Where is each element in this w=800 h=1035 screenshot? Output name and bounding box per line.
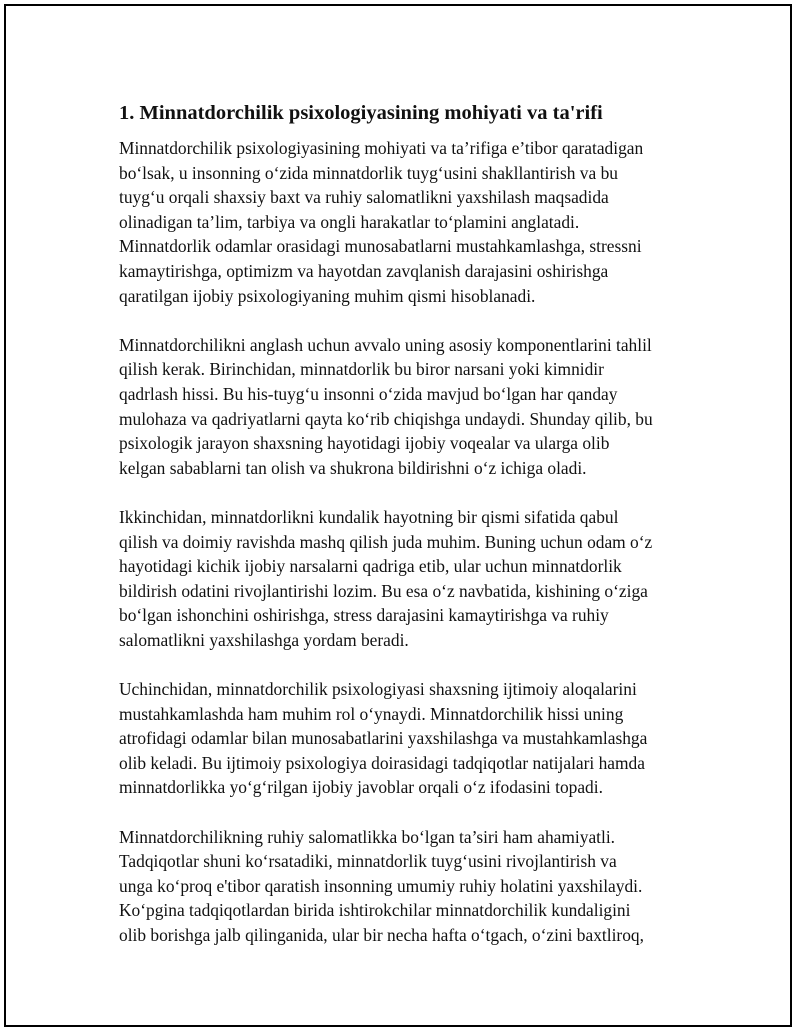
paragraph-5 <box>119 825 701 948</box>
text-line: bo‘lgan ishonchini oshirishga, stress darajasini kamaytirishga va ruhiy <box>119 605 609 626</box>
text-line: bo‘lsak, u insonning o‘zida minnatdorlik tuyg‘usini shakllantirish va bu <box>119 162 618 183</box>
text-line: Minnatdorlik odamlar orasidagi munosabatlarni mustahkamlashga, stressni <box>119 236 642 257</box>
text-line: Ikkinchidan, minnatdorlikni kundalik hayotning bir qismi sifatida qabul <box>119 506 619 527</box>
document-body <box>119 100 701 972</box>
text-line: Minnatdorchilikni anglash uchun avvalo uning asosiy komponentlarini tahlil <box>119 334 652 355</box>
text-line: qilish kerak. Birinchidan, minnatdorlik bu biror narsani yoki kimnidir <box>119 359 604 380</box>
text-line: olib borishga jalb qilinganida, ular bir necha hafta o‘tgach, o‘zini baxtliroq, <box>119 925 644 945</box>
text-line: bildirish odatini rivojlantirishi lozim. Bu esa o‘z navbatida, kishining o‘ziga <box>119 580 648 601</box>
text-line: unga ko‘proq e'tibor qaratish insonning umumiy ruhiy holatini yaxshilaydi. <box>119 875 643 896</box>
text-line: Minnatdorchilikning ruhiy salomatlikka bo‘lgan ta’siri ham ahamiyatli. <box>119 826 616 847</box>
paragraph-4 <box>119 677 701 800</box>
text-line: psixologik jarayon shaxsning hayotidagi ijobiy voqealar va ularga olib <box>119 433 610 454</box>
text-line: kamaytirishga, optimizm va hayotdan zavqlanish darajasini oshirishga <box>119 260 609 281</box>
text-line: Tadqiqotlar shuni ko‘rsatadiki, minnatdorlik tuyg‘usini rivojlantirish va <box>119 851 617 872</box>
text-line: minnatdorlikka yo‘g‘rilgan ijobiy javoblar orqali o‘z ifodasini topadi. <box>119 777 603 798</box>
paragraph-3 <box>119 505 701 653</box>
text-line: qadrlash hissi. Bu his-tuyg‘u insonni o‘zida mavjud bo‘lgan har qanday <box>119 383 618 404</box>
paragraph-2 <box>119 333 701 481</box>
text-line: salomatlikni yaxshilashga yordam beradi. <box>119 629 409 650</box>
page-frame <box>4 4 792 1027</box>
section-heading: 1. Minnatdorchilik psixologiyasining mohiyati va ta'rifi <box>119 102 603 124</box>
text-line: qaratilgan ijobiy psixologiyaning muhim qismi hisoblanadi. <box>119 285 536 306</box>
text-line: tuyg‘u orqali shaxsiy baxt va ruhiy salomatlikni yaxshilash maqsadida <box>119 187 609 208</box>
text-line: hayotidagi kichik ijobiy narsalarni qadriga etib, ular uchun minnatdorlik <box>119 556 622 577</box>
text-line: Minnatdorchilik psixologiyasining mohiyati va ta’rifiga e’tibor qaratadigan <box>119 138 644 158</box>
text-line: kelgan sabablarni tan olish va shukrona bildirishni o‘z ichiga oladi. <box>119 457 587 478</box>
text-line: mulohaza va qadriyatlarni qayta ko‘rib chiqishga undaydi. Shunday qilib, bu <box>119 408 653 429</box>
text-line: olib keladi. Bu ijtimoiy psixologiya doirasidagi tadqiqotlar natijalari hamda <box>119 752 645 773</box>
text-line: Uchinchidan, minnatdorchilik psixologiyasi shaxsning ijtimoiy aloqalarini <box>119 679 637 700</box>
paragraph-1 <box>119 136 701 308</box>
text-line: Ko‘pgina tadqiqotlardan birida ishtirokchilar minnatdorchilik kundaligini <box>119 900 631 921</box>
text-line: atrofidagi odamlar bilan munosabatlarini yaxshilashga va mustahkamlashga <box>119 728 648 749</box>
text-line: mustahkamlashda ham muhim rol o‘ynaydi. Minnatdorchilik hissi uning <box>119 703 624 724</box>
text-line: qilish va doimiy ravishda mashq qilish juda muhim. Buning uchun odam o‘z <box>119 531 653 552</box>
text-line: olinadigan ta’lim, tarbiya va ongli harakatlar to‘plamini anglatadi. <box>119 211 580 232</box>
